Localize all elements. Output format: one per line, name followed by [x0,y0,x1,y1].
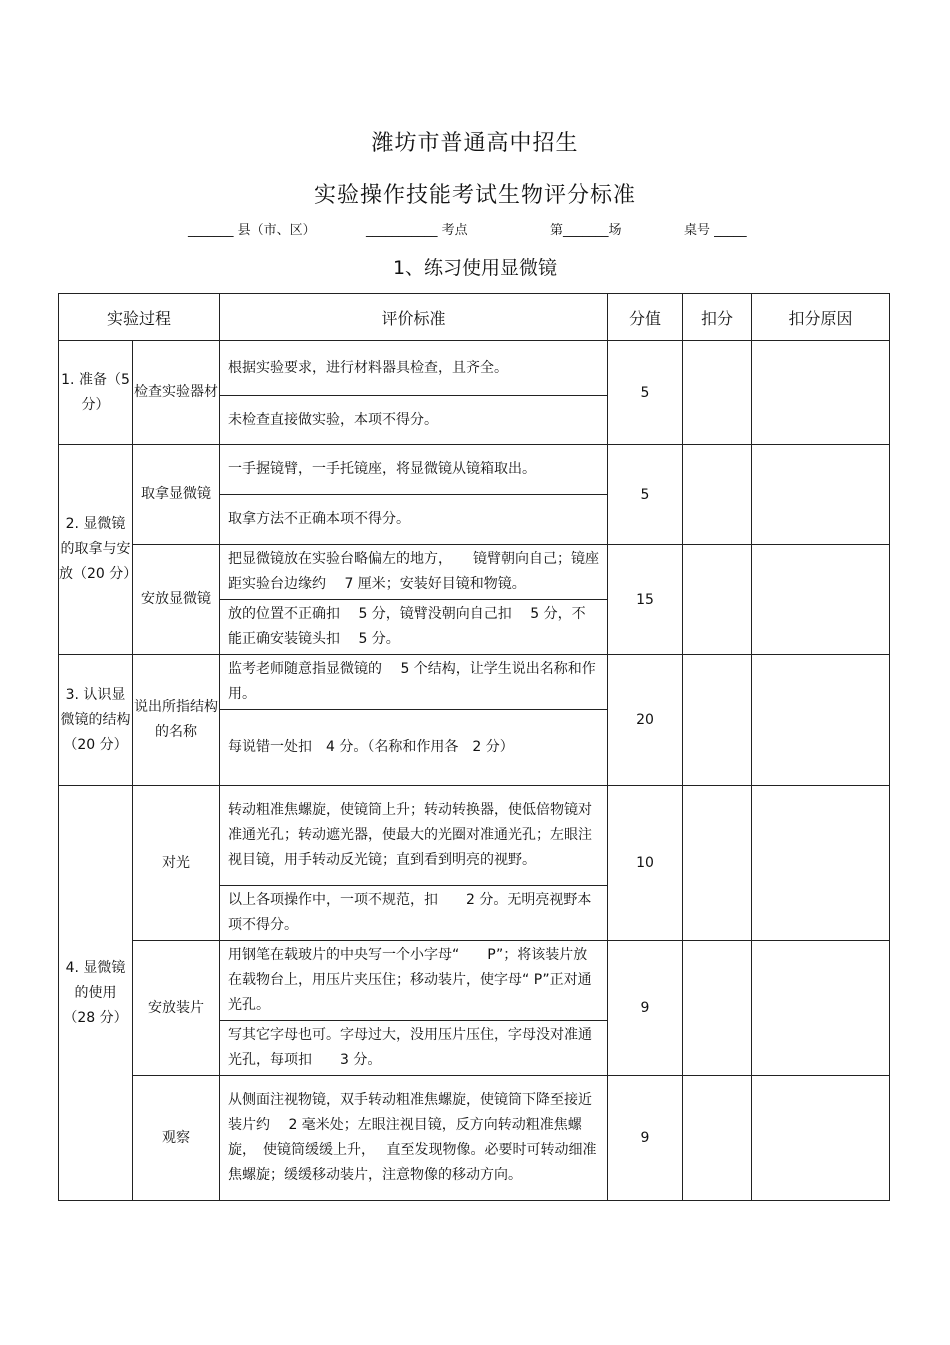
criteria-deduction-rule: 写其它字母也可。字母过大，没用压片压住，字母没对准通光孔，每项扣 3 分。 [220,1021,608,1076]
criteria-requirement: 转动粗准焦螺旋，使镜筒上升；转动转换器，使低倍物镜对准通光孔；转动遮光器，使最大的光圈对准通光孔；左眼注视目镜，用手转动反光镜；直到看到明亮的视野。 [220,786,608,886]
criteria-deduction-rule: 未检查直接做实验，本项不得分。 [220,396,608,445]
table-header-row [59,294,890,341]
scoring-table [58,293,890,1201]
deduction-reason-cell[interactable] [752,545,890,655]
deduction-cell[interactable] [683,1076,752,1201]
criteria-deduction-rule: 取拿方法不正确本项不得分。 [220,495,608,545]
score-cell: 10 [608,786,683,941]
deduction-cell[interactable] [683,786,752,941]
criteria-deduction-rule: 放的位置不正确扣 5 分，镜臂没朝向自己扣 5 分，不能正确安装镜头扣 5 分。 [220,600,608,655]
header-criteria: 评价标准 [220,294,608,341]
deduction-reason-cell[interactable] [752,655,890,786]
score-cell: 5 [608,445,683,545]
section-title: 1、练习使用显微镜 [392,257,558,279]
header-deduction: 扣分 [683,294,752,341]
item-cell: 安放装片 [133,941,220,1076]
header-process: 实验过程 [59,294,220,341]
deduction-reason-cell[interactable] [752,1076,890,1201]
table-row [59,941,890,1021]
deduction-reason-cell[interactable] [752,445,890,545]
county-field: _______ 县（市、区） [188,223,316,238]
criteria-requirement: 监考老师随意指显微镜的 5 个结构，让学生说出名称和作用。 [220,655,608,710]
deduction-cell[interactable] [683,655,752,786]
score-cell: 9 [608,1076,683,1201]
document-title-line2: 实验操作技能考试生物评分标准 [313,183,636,208]
table-row [59,545,890,600]
category-cell: 1. 准备（5 分） [59,341,133,445]
table-row [59,786,890,886]
criteria-deduction-rule: 每说错一处扣 4 分。（名称和作用各 2 分） [220,710,608,786]
item-cell: 取拿显微镜 [133,445,220,545]
item-cell: 检查实验器材 [133,341,220,445]
criteria-requirement: 根据实验要求，进行材料器具检查，且齐全。 [220,341,608,396]
item-cell: 安放显微镜 [133,545,220,655]
category-cell: 2. 显微镜的取拿与安放（20 分） [59,445,133,655]
item-cell: 对光 [133,786,220,941]
table-row [59,445,890,495]
table-row [59,655,890,710]
score-cell: 20 [608,655,683,786]
deduction-reason-cell[interactable] [752,786,890,941]
criteria-requirement: 把显微镜放在实验台略偏左的地方， 镜臂朝向自己；镜座距实验台边缘约 7 厘米；安装好目镜和物镜。 [220,545,608,600]
header-deduction-reason: 扣分原因 [752,294,890,341]
criteria-requirement: 从侧面注视物镜，双手转动粗准焦螺旋，使镜筒下降至接近装片约 2 毫米处；左眼注视目镜，反方向转动粗准焦螺旋， 使镜筒缓缓上升， 直至发现物像。必要时可转动细准焦螺旋；缓缓移动装片，注意物像的移动方向。 [220,1076,608,1201]
criteria-requirement: 一手握镜臂，一手托镜座，将显微镜从镜箱取出。 [220,445,608,495]
score-cell: 5 [608,341,683,445]
deduction-reason-cell[interactable] [752,341,890,445]
desk-number-field: 桌号 _____ [684,223,747,238]
score-cell: 9 [608,941,683,1076]
criteria-deduction-rule: 以上各项操作中，一项不规范，扣 2 分。无明亮视野本项不得分。 [220,886,608,941]
deduction-cell[interactable] [683,545,752,655]
session-field: 第_______场 [550,223,622,238]
table-row [59,1076,890,1201]
header-score: 分值 [608,294,683,341]
deduction-cell[interactable] [683,341,752,445]
category-cell: 4. 显微镜的使用（28 分） [59,786,133,1201]
document-title-line1: 潍坊市普通高中招生 [371,131,579,156]
table-row [59,341,890,396]
deduction-reason-cell[interactable] [752,941,890,1076]
item-cell: 说出所指结构的名称 [133,655,220,786]
deduction-cell[interactable] [683,941,752,1076]
exam-site-field: ___________ 考点 [366,223,468,238]
category-cell: 3. 认识显微镜的结构（20 分） [59,655,133,786]
item-cell: 观察 [133,1076,220,1201]
deduction-cell[interactable] [683,445,752,545]
score-cell: 15 [608,545,683,655]
criteria-requirement: 用钢笔在载玻片的中央写一个小字母“ P”；将该装片放在载物台上，用压片夹压住；移动装片，使字母“ P”正对通光孔。 [220,941,608,1021]
